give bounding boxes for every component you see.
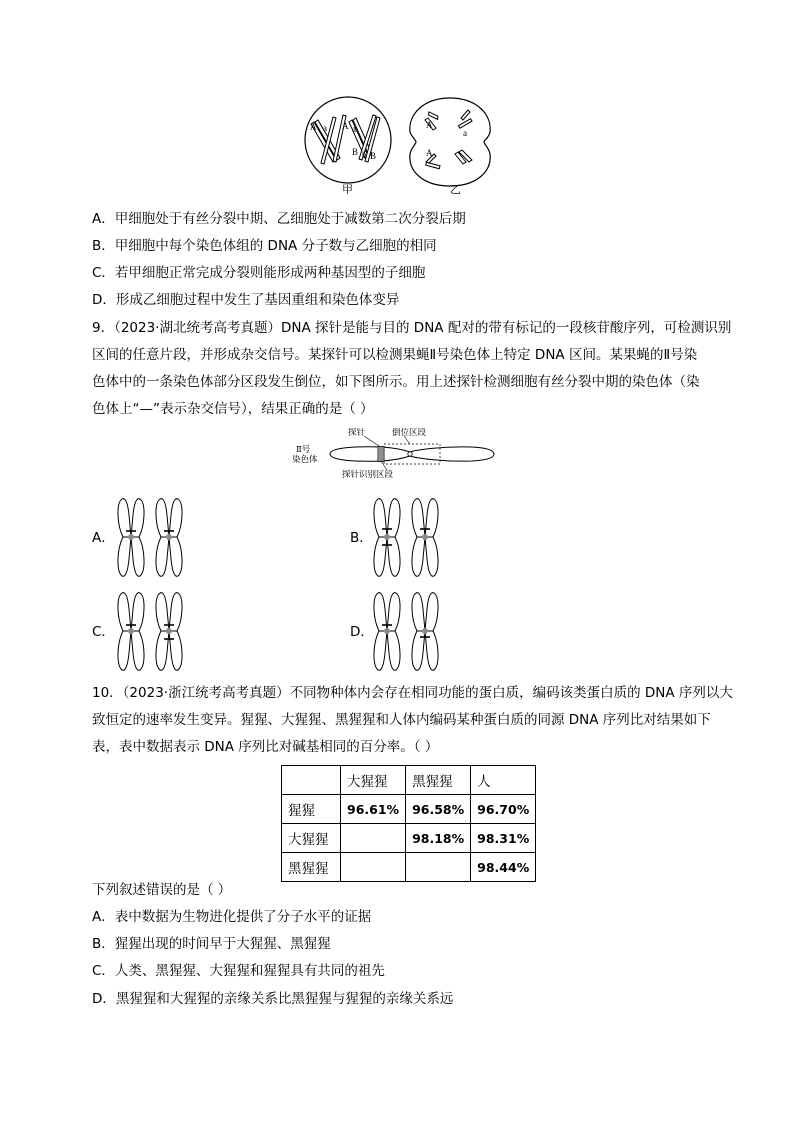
table-row-header: 大猩猩 [282, 824, 341, 853]
table-header-cell: 大猩猩 [341, 766, 406, 795]
q9-option-b-figure [370, 495, 450, 580]
table-cell: 98.31% [471, 824, 536, 853]
q10-option-a: A．表中数据为生物进化提供了分子水平的证据 [92, 909, 372, 925]
svg-text:A: A [310, 122, 317, 132]
svg-text:探针: 探针 [348, 428, 366, 437]
table-row [282, 853, 536, 882]
svg-text:A: A [426, 120, 433, 130]
table-row [282, 824, 536, 853]
svg-text:染色体: 染色体 [292, 454, 318, 464]
table-cell: 96.58% [406, 795, 471, 824]
table-row-header: 黑猩猩 [282, 853, 341, 882]
svg-text:B: B [352, 147, 359, 157]
table-cell [341, 824, 406, 853]
table-cell: 98.44% [471, 853, 536, 882]
table-header-cell: 人 [471, 766, 536, 795]
table-header-row [282, 766, 536, 795]
q10-option-c: C．人类、黑猩猩、大猩猩和猩猩具有共同的祖先 [92, 963, 385, 979]
dna-comparison-table [281, 765, 536, 882]
q10-stem-line-3: 表，表中数据表示 DNA 序列比对碱基相同的百分率。（ ） [92, 739, 439, 755]
chromosome-figure [292, 428, 502, 480]
q9-option-a-figure [114, 495, 194, 580]
svg-text:a: a [352, 124, 356, 134]
cell-label-jia: 甲 [342, 184, 353, 196]
q8-option-d: D．形成乙细胞过程中发生了基因重组和染色体变异 [92, 292, 400, 308]
svg-text:倒位区段: 倒位区段 [392, 428, 427, 437]
q9-option-c-label: C． [92, 624, 115, 640]
q9-option-c-figure [114, 589, 194, 674]
cell-label-yi: 乙 [450, 184, 461, 196]
q8-option-a: A．甲细胞处于有丝分裂中期、乙细胞处于减数第二次分裂后期 [92, 211, 466, 227]
svg-text:A: A [426, 148, 433, 158]
svg-text:B: B [370, 151, 377, 161]
svg-text:b: b [362, 150, 367, 160]
table-cell [282, 766, 341, 795]
table-cell [406, 853, 471, 882]
q8-option-b: B．甲细胞中每个染色体组的 DNA 分子数与乙细胞的相同 [92, 238, 437, 254]
cell-yi [410, 98, 490, 196]
q10-option-d: D．黑猩猩和大猩猩的亲缘关系比黑猩猩与猩猩的亲缘关系远 [92, 991, 454, 1007]
table-cell: 96.61% [341, 795, 406, 824]
table-header-cell: 黑猩猩 [406, 766, 471, 795]
svg-text:Ⅱ号: Ⅱ号 [296, 444, 311, 454]
table-row-header: 猩猩 [282, 795, 341, 824]
q9-stem-line-3: 色体中的一条染色体部分区段发生倒位，如下图所示。用上述探针检测细胞有丝分裂中期的染色体（染 [92, 374, 700, 390]
q9-option-a-label: A． [92, 530, 115, 546]
q10-option-b: B．猩猩出现的时间早于大猩猩、黑猩猩 [92, 936, 331, 952]
svg-text:探针识别区段: 探针识别区段 [342, 469, 394, 479]
svg-text:a: a [463, 128, 467, 138]
cell-jia [305, 97, 391, 196]
table-cell: 96.70% [471, 795, 536, 824]
table-cell: 98.18% [406, 824, 471, 853]
q9-stem-line-1: 9．（2023·湖北统考高考真题）DNA 探针是能与目的 DNA 配对的带有标记的一段核苷酸序列，可检测识别 [92, 320, 732, 336]
q10-question: 下列叙述错误的是（ ） [92, 882, 232, 898]
q9-stem-line-2: 区间的任意片段，并形成杂交信号。某探针可以检测果蝇Ⅱ号染色体上特定 DNA 区间。某果蝇的Ⅱ号染 [92, 347, 698, 363]
table-row [282, 795, 536, 824]
q9-stem-line-4: 色体上“—”表示杂交信号），结果正确的是（ ） [92, 401, 374, 417]
q9-option-d-figure [370, 589, 450, 674]
table-cell [341, 853, 406, 882]
q8-option-c: C．若甲细胞正常完成分裂则能形成两种基因型的子细胞 [92, 265, 426, 281]
q9-option-d-label: D． [350, 624, 374, 640]
svg-text:a: a [323, 123, 327, 133]
cell-figure [296, 92, 496, 204]
q9-option-b-label: B． [350, 530, 373, 546]
svg-text:A: A [342, 121, 349, 131]
probe-region [378, 447, 384, 462]
q10-stem-line-2: 致恒定的速率发生变异。猩猩、大猩猩、黑猩猩和人体内编码某种蛋白质的同源 DNA 序列比对结果如下 [92, 712, 711, 728]
q10-stem-line-1: 10．（2023·浙江统考高考真题）不同物种体内会存在相同功能的蛋白质，编码该类蛋白质的 DNA 序列以大 [92, 685, 733, 701]
